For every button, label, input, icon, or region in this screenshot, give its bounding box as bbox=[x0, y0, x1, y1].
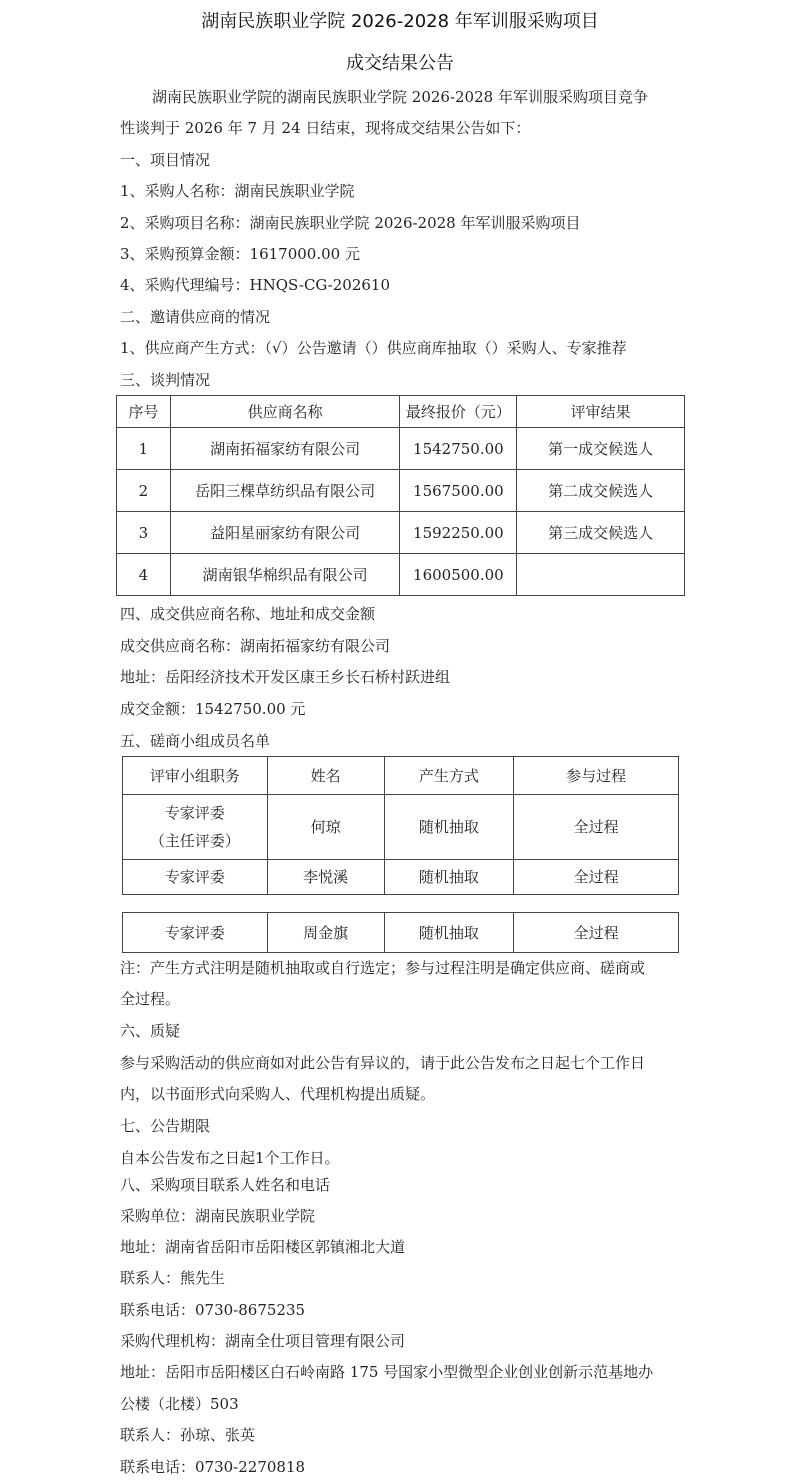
agent-code: 4、采购代理编号：HNQS-CG-202610 bbox=[120, 276, 391, 294]
header-cell: 姓名 bbox=[267, 757, 384, 795]
table-cell: 湖南银华棉织品有限公司 bbox=[170, 554, 400, 596]
buyer-address: 地址：湖南省岳阳市岳阳楼区郭镇湘北大道 bbox=[120, 1238, 406, 1256]
section-heading-negotiation: 三、谈判情况 bbox=[120, 371, 211, 389]
table-row bbox=[117, 554, 685, 596]
table-row bbox=[117, 470, 685, 512]
table-cell: 第三成交候选人 bbox=[517, 512, 685, 554]
header-cell: 最终报价（元） bbox=[400, 396, 517, 428]
section-heading-challenge: 六、质疑 bbox=[120, 1022, 181, 1040]
agency-name: 采购代理机构：湖南全仕项目管理有限公司 bbox=[120, 1332, 406, 1350]
document-title: 湖南民族职业学院 2026-2028 年军训服采购项目 bbox=[201, 11, 599, 32]
table-cell bbox=[517, 554, 685, 596]
table-cell: 3 bbox=[117, 512, 171, 554]
table-row bbox=[123, 860, 679, 895]
table-cell: 4 bbox=[117, 554, 171, 596]
panel-note-line-2: 全过程。 bbox=[120, 990, 181, 1008]
table-cell: 随机抽取 bbox=[384, 860, 514, 895]
agency-address-line-2: 公楼（北楼）503 bbox=[120, 1395, 239, 1413]
table-cell: 周金旗 bbox=[267, 913, 384, 953]
header-cell: 评审结果 bbox=[517, 396, 685, 428]
buyer-unit: 采购单位：湖南民族职业学院 bbox=[120, 1207, 316, 1225]
section-heading-suppliers: 二、邀请供应商的情况 bbox=[120, 308, 271, 326]
agency-address-line-1: 地址：岳阳市岳阳楼区白石岭南路 175 号国家小型微型企业创业创新示范基地办 bbox=[120, 1363, 654, 1381]
negotiation-table bbox=[116, 395, 685, 596]
intro-paragraph-line-1: 湖南民族职业学院的湖南民族职业学院 2026-2028 年军训服采购项目竞争 bbox=[152, 88, 648, 106]
period-text: 自本公告发布之日起1个工作日。 bbox=[120, 1149, 340, 1167]
agency-contact: 联系人：孙琼、张英 bbox=[120, 1426, 256, 1444]
buyer-contact: 联系人：熊先生 bbox=[120, 1269, 226, 1287]
document-subtitle: 成交结果公告 bbox=[346, 53, 454, 74]
challenge-text-line-2: 内，以书面形式向采购人、代理机构提出质疑。 bbox=[120, 1085, 436, 1103]
panel-note-line-1: 注：产生方式注明是随机抽取或自行选定；参与过程注明是确定供应商、磋商或 bbox=[120, 959, 646, 977]
header-cell: 供应商名称 bbox=[170, 396, 400, 428]
table-cell: 全过程 bbox=[514, 860, 679, 895]
role-subtext: （主任评委） bbox=[149, 832, 240, 850]
table-cell: 第二成交候选人 bbox=[517, 470, 685, 512]
table-row bbox=[123, 795, 679, 860]
section-heading-winner: 四、成交供应商名称、地址和成交金额 bbox=[120, 605, 376, 623]
table-cell: 1600500.00 bbox=[400, 554, 517, 596]
header-cell: 参与过程 bbox=[514, 757, 679, 795]
table-cell: 随机抽取 bbox=[384, 913, 514, 953]
table-cell: 1592250.00 bbox=[400, 512, 517, 554]
table-cell: 全过程 bbox=[514, 795, 679, 860]
table-cell: 岳阳三棵草纺织品有限公司 bbox=[170, 470, 400, 512]
table-cell bbox=[123, 795, 268, 860]
winner-name: 成交供应商名称：湖南拓福家纺有限公司 bbox=[120, 637, 391, 655]
agency-phone: 联系电话：0730-2270818 bbox=[120, 1458, 306, 1476]
table-cell: 2 bbox=[117, 470, 171, 512]
table-cell: 1542750.00 bbox=[400, 428, 517, 470]
budget-amount: 3、采购预算金额：1617000.00 元 bbox=[120, 245, 360, 263]
table-cell: 湖南拓福家纺有限公司 bbox=[170, 428, 400, 470]
table-row bbox=[123, 913, 679, 953]
table-cell: 何琼 bbox=[267, 795, 384, 860]
table-cell: 第一成交候选人 bbox=[517, 428, 685, 470]
buyer-name: 1、采购人名称：湖南民族职业学院 bbox=[120, 182, 355, 200]
table-row bbox=[117, 512, 685, 554]
table-cell: 随机抽取 bbox=[384, 795, 514, 860]
winner-address: 地址：岳阳经济技术开发区康王乡长石桥村跃进组 bbox=[120, 668, 451, 686]
table-header-row bbox=[123, 757, 679, 795]
challenge-text-line-1: 参与采购活动的供应商如对此公告有异议的，请于此公告发布之日起七个工作日 bbox=[120, 1054, 646, 1072]
table-row bbox=[117, 428, 685, 470]
buyer-phone: 联系电话：0730-8675235 bbox=[120, 1301, 306, 1319]
section-heading-panel: 五、磋商小组成员名单 bbox=[120, 732, 271, 750]
header-cell: 产生方式 bbox=[384, 757, 514, 795]
table-cell: 益阳星丽家纺有限公司 bbox=[170, 512, 400, 554]
panel-members-table bbox=[122, 756, 679, 895]
table-cell: 1 bbox=[117, 428, 171, 470]
header-cell: 序号 bbox=[117, 396, 171, 428]
table-header-row bbox=[117, 396, 685, 428]
supplier-selection-method: 1、供应商产生方式：（√）公告邀请（）供应商库抽取（）采购人、专家推荐 bbox=[120, 339, 627, 357]
table-cell: 专家评委 bbox=[123, 913, 268, 953]
panel-members-table-continued bbox=[122, 912, 679, 953]
table-cell: 全过程 bbox=[514, 913, 679, 953]
section-heading-project: 一、项目情况 bbox=[120, 151, 211, 169]
project-name: 2、采购项目名称：湖南民族职业学院 2026-2028 年军训服采购项目 bbox=[120, 214, 581, 232]
table-cell: 1567500.00 bbox=[400, 470, 517, 512]
table-cell: 李悦溪 bbox=[267, 860, 384, 895]
role-text: 专家评委 bbox=[164, 804, 225, 822]
winner-amount: 成交金额：1542750.00 元 bbox=[120, 700, 306, 718]
section-heading-contacts: 八、采购项目联系人姓名和电话 bbox=[120, 1176, 331, 1194]
header-cell: 评审小组职务 bbox=[123, 757, 268, 795]
intro-paragraph-line-2: 性谈判于 2026 年 7 月 24 日结束，现将成交结果公告如下： bbox=[120, 119, 531, 137]
table-cell: 专家评委 bbox=[123, 860, 268, 895]
section-heading-period: 七、公告期限 bbox=[120, 1117, 211, 1135]
